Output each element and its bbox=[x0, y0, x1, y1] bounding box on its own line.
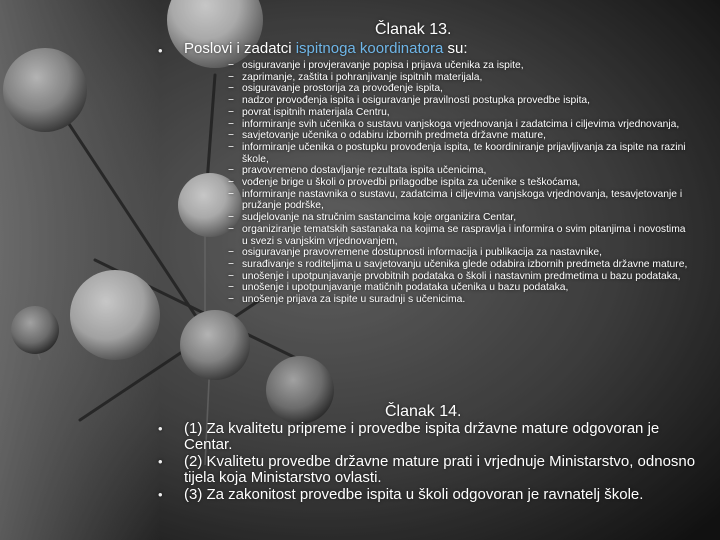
duty-item bbox=[228, 107, 688, 119]
dash-marker: − bbox=[228, 165, 235, 177]
dash-marker: − bbox=[228, 270, 235, 282]
paragraph-text: (3) Za zakonitost provedbe ispita u školi odgovoran je ravnatelj škole. bbox=[184, 486, 644, 504]
dash-marker: − bbox=[228, 247, 235, 259]
paragraph-text: (1) Za kvalitetu pripreme i provedbe ispita državne mature odgovoran je Centar. bbox=[184, 420, 660, 453]
duty-text: unošenje prijava za ispite u suradnji s učenicima. bbox=[242, 294, 466, 306]
dash-marker: − bbox=[228, 188, 235, 200]
dash-marker: − bbox=[228, 95, 235, 107]
duty-item bbox=[228, 212, 688, 224]
dash-marker: − bbox=[228, 83, 235, 95]
duty-text: organiziranje tematskih sastanaka na kojima se raspravlja i informira o svim pitanjima i novostima u svezi s vanjskim vrjednovanjem, bbox=[242, 223, 686, 247]
duty-item bbox=[228, 83, 688, 95]
duty-text: unošenje i upotpunjavanje prvobitnih podataka o školi i nastavnim predmetima u bazu podataka, bbox=[242, 270, 681, 282]
duty-text: pravovremeno dostavljanje rezultata ispita učenicima, bbox=[242, 165, 487, 177]
duty-item bbox=[228, 130, 688, 142]
bullet-marker: • bbox=[158, 487, 163, 503]
duty-text: informiranje nastavnika o sustavu, zadatcima i ciljevima vanjskoga vrjednovanja, tesavjetovanje i pružanje podrške, bbox=[242, 188, 683, 212]
dash-marker: − bbox=[228, 141, 235, 153]
dash-marker: − bbox=[228, 258, 235, 270]
duty-item bbox=[228, 72, 688, 84]
intro-prefix: Poslovi i zadatci bbox=[184, 40, 296, 57]
duty-item bbox=[228, 142, 688, 165]
duty-item bbox=[228, 189, 688, 212]
duty-text: zaprimanje, zaštita i pohranjivanje ispitnih materijala, bbox=[242, 71, 483, 83]
dash-marker: − bbox=[228, 71, 235, 83]
article-14-paragraph bbox=[158, 487, 698, 503]
duty-text: surađivanje s roditeljima u savjetovanju učenika glede odabira izbornih predmeta državne mature, bbox=[242, 258, 688, 270]
article-13-title: Članak 13. bbox=[375, 21, 452, 38]
duty-text: osiguravanje prostorija za provođenje ispita, bbox=[242, 83, 443, 95]
duty-item bbox=[228, 259, 688, 271]
duty-text: osiguravanje pravovremene dostupnosti informacija i publikacija za nastavnike, bbox=[242, 247, 603, 259]
article-14-paragraph bbox=[158, 421, 698, 452]
duty-text: osiguravanje i provjeravanje popisa i prijava učenika za ispite, bbox=[242, 60, 524, 71]
duty-item bbox=[228, 271, 688, 283]
article-14-paragraph bbox=[158, 454, 698, 485]
duty-text: unošenje i upotpunjavanje matičnih podataka učenika u bazu podataka, bbox=[242, 282, 569, 294]
article-13-intro bbox=[184, 40, 468, 57]
dash-marker: − bbox=[228, 294, 235, 306]
duty-text: nadzor provođenja ispita i osiguravanje pravilnosti postupka provedbe ispita, bbox=[242, 95, 591, 107]
bullet-marker: • bbox=[158, 43, 163, 58]
intro-highlight-link: ispitnoga koordinatora bbox=[295, 40, 444, 57]
dash-marker: − bbox=[228, 118, 235, 130]
dash-marker: − bbox=[228, 60, 235, 71]
bullet-marker: • bbox=[158, 421, 163, 436]
duty-item bbox=[228, 177, 688, 189]
duty-item bbox=[228, 119, 688, 131]
intro-suffix: su: bbox=[443, 40, 468, 57]
dash-marker: − bbox=[228, 212, 235, 224]
paragraph-text: (2) Kvalitetu provedbe državne mature prati i vrjednuje Ministarstvo, odnosno tijela koja Ministarstvo ovlasti. bbox=[184, 453, 696, 486]
duty-text: informiranje svih učenika o sustavu vanjskoga vrjednovanja i zadatcima i ciljevima vrjednovanja, bbox=[242, 118, 680, 130]
duty-text: povrat ispitnih materijala Centru, bbox=[242, 106, 390, 118]
duty-text: sudjelovanje na stručnim sastancima koje organizira Centar, bbox=[242, 212, 517, 224]
duty-item bbox=[228, 224, 688, 247]
coordinator-duties-list bbox=[228, 60, 688, 306]
duty-item bbox=[228, 247, 688, 259]
duty-text: informiranje učenika o postupku provođenja ispita, te koordiniranje prijavljivanja za ispite na razini škole, bbox=[242, 141, 686, 165]
duty-item bbox=[228, 282, 688, 294]
bullet-marker: • bbox=[158, 454, 163, 470]
duty-text: vođenje brige u školi o provedbi prilagodbe ispita za učenike s teškoćama, bbox=[242, 177, 581, 189]
duty-item bbox=[228, 95, 688, 107]
article-14-paragraphs bbox=[158, 421, 698, 505]
dash-marker: − bbox=[228, 177, 235, 189]
dash-marker: − bbox=[228, 106, 235, 118]
duty-item bbox=[228, 60, 688, 72]
duty-item bbox=[228, 294, 688, 306]
article-14-title: Članak 14. bbox=[385, 403, 462, 420]
dash-marker: − bbox=[228, 282, 235, 294]
dash-marker: − bbox=[228, 223, 235, 235]
dash-marker: − bbox=[228, 130, 235, 142]
duty-text: savjetovanje učenika o odabiru izbornih predmeta državne mature, bbox=[242, 130, 546, 142]
duty-item bbox=[228, 165, 688, 177]
